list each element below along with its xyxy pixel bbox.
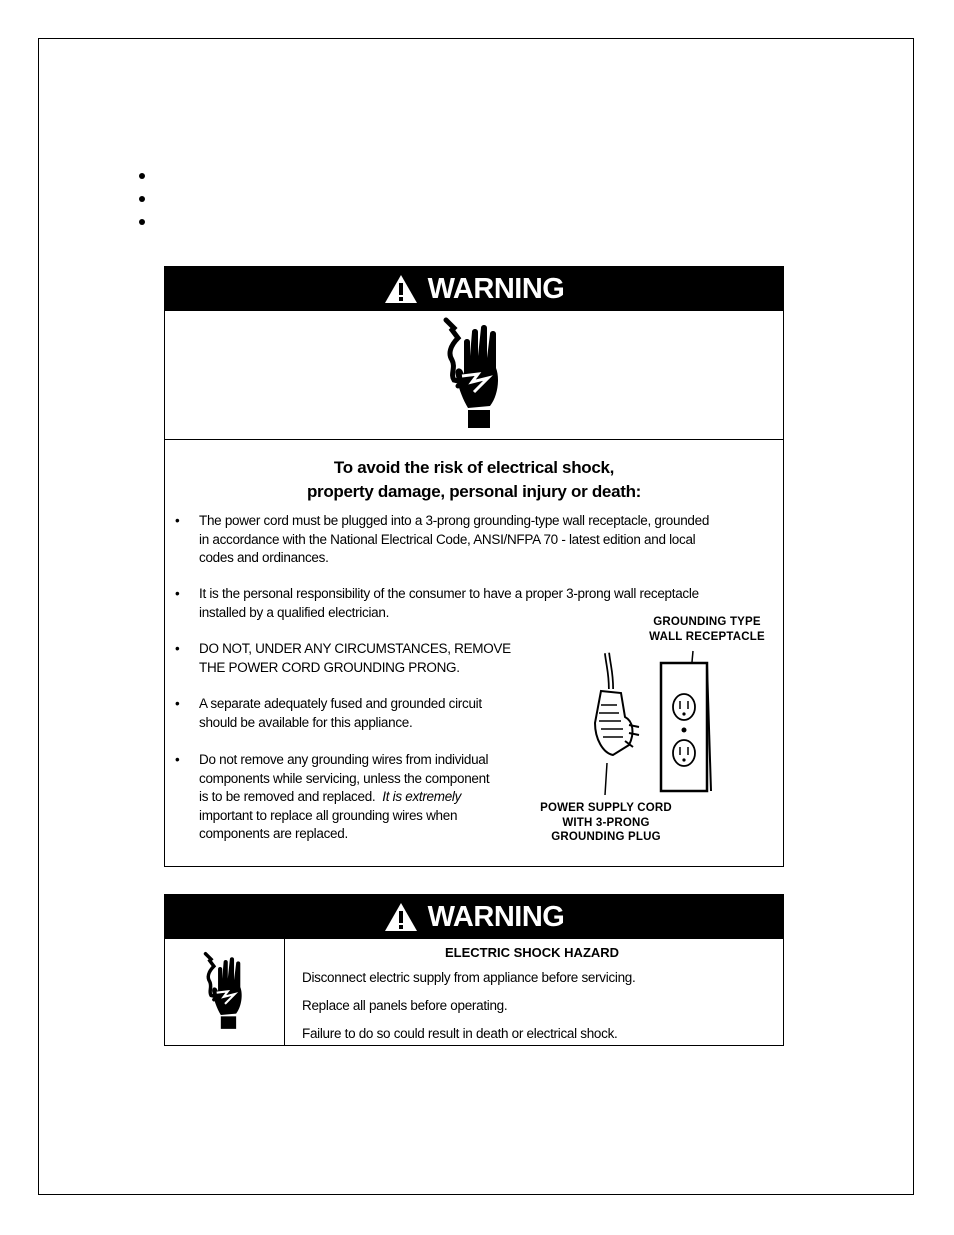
shock-hand-area bbox=[165, 311, 783, 440]
bullet-dot-icon bbox=[139, 196, 145, 202]
cord-label: POWER SUPPLY CORD WITH 3-PRONG GROUNDING PLUG bbox=[540, 802, 672, 843]
intro-bullet bbox=[139, 189, 145, 212]
shock-hazard-line: Failure to do so could result in death or electrical shock. bbox=[302, 1026, 618, 1041]
intro-bullet-list bbox=[139, 166, 145, 235]
warning-triangle-icon bbox=[384, 274, 418, 304]
warning-banner-text: WARNING bbox=[427, 272, 565, 305]
warning-triangle-icon bbox=[384, 902, 418, 932]
grounding-plug-diagram bbox=[533, 613, 773, 853]
shock-hazard-warning-box bbox=[164, 894, 784, 1046]
intro-bullet bbox=[139, 166, 145, 189]
shock-hazard-line: Replace all panels before operating. bbox=[302, 998, 508, 1013]
bullet-dot-icon bbox=[139, 219, 145, 225]
intro-bullet bbox=[139, 212, 145, 235]
warning-banner-text: WARNING bbox=[427, 900, 565, 933]
receptacle-label: GROUNDING TYPE WALL RECEPTACLE bbox=[649, 616, 765, 643]
warning-heading: To avoid the risk of electrical shock, property damage, personal injury or death: bbox=[306, 458, 642, 501]
shock-hand-cell bbox=[165, 939, 285, 1045]
bullet-dot-icon bbox=[139, 173, 145, 179]
electric-shock-hand-icon bbox=[428, 316, 520, 434]
grounding-warning-box: WARNING To avoid the risk of electrical shock, property damage, personal injury or death: • The power cord must be plugged into a 3-prong grounding-type wall receptacle, grounded in accordance with the National Electrical Code, ANSI/NFPA 70 - latest edition and local codes and ordinances. • It is the personal responsibility of the consumer to have a proper 3-prong wall receptacle installed by a qualified electrician. • DO NOT, UNDER ANY CIRCUMSTANCES, REMOVE THE POWER CORD GROUNDING PRONG. • A separate adequately fused and grounded circuit should be available for this appliance. • Do not remove any grounding wires from individual components while servicing, unless the component is to be removed and replaced. It is extremely important to replace all grounding wires when components are replaced. GROUNDING TYPE WALL RECEPTACLE POWER SUPPLY CORD WITH 3-PRONG GROUNDING PLUG bbox=[164, 266, 784, 867]
warning-banner bbox=[165, 267, 783, 311]
shock-hazard-line: Disconnect electric supply from appliance before servicing. bbox=[302, 970, 636, 985]
shock-hazard-body bbox=[165, 939, 783, 1045]
warning-banner bbox=[165, 895, 783, 939]
electric-shock-hand-icon bbox=[193, 948, 257, 1036]
shock-hazard-title: ELECTRIC SHOCK HAZARD bbox=[445, 945, 620, 960]
